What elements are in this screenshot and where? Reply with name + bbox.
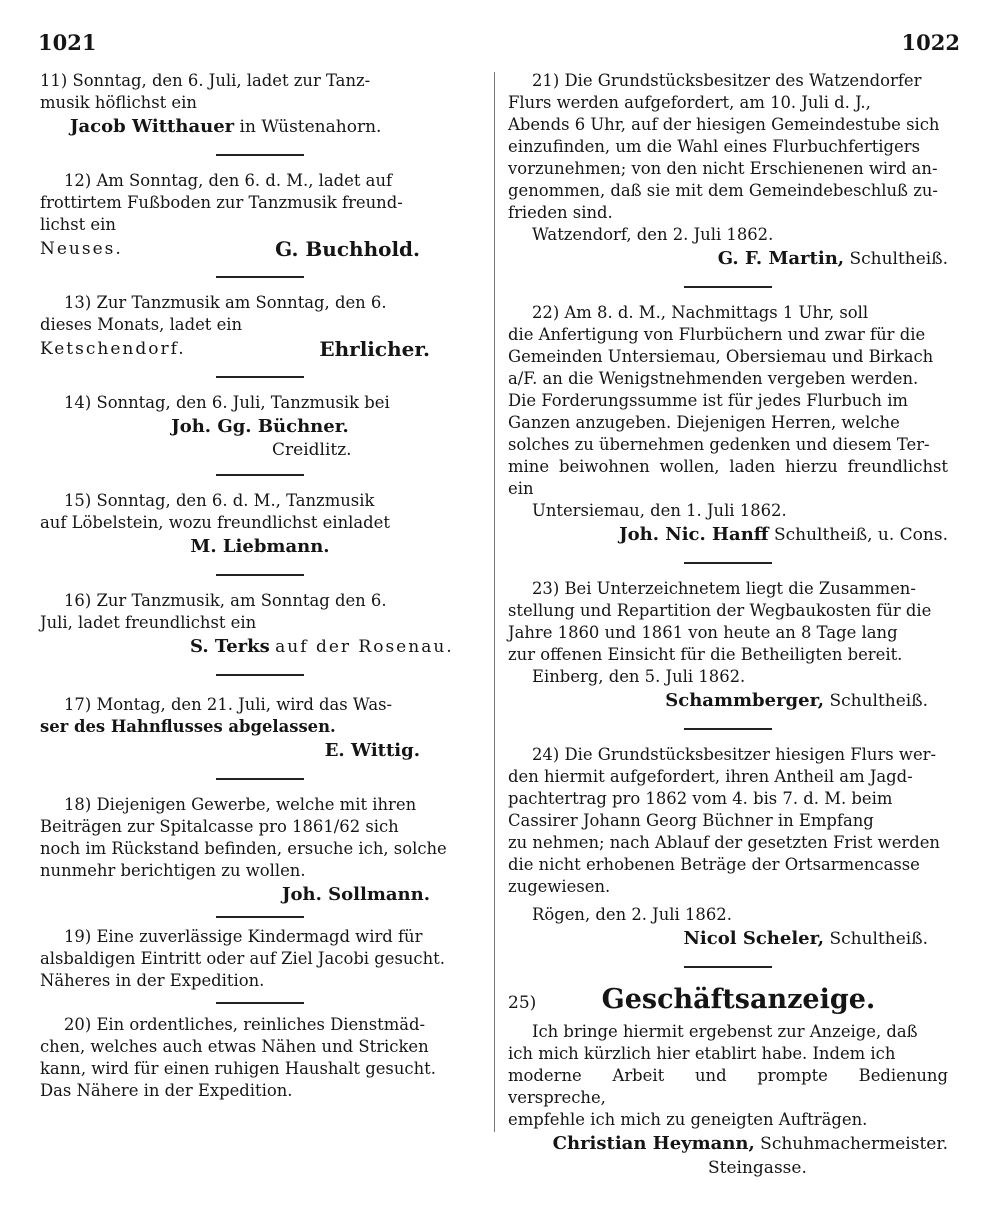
ad-text: 17) Montag, den 21. Juli, wird das Was-: [64, 695, 393, 714]
signature-name: E. Wittig.: [324, 740, 420, 761]
ad-date: Einberg, den 5. Juli 1862.: [532, 667, 746, 686]
ad-date: Untersiemau, den 1. Juli 1862.: [532, 501, 787, 520]
ad-text: nunmehr berichtigen zu wollen.: [40, 861, 306, 880]
ad-text: alsbaldigen Eintritt oder auf Ziel Jacobi gesucht.: [40, 949, 445, 968]
ad-signature: [508, 688, 948, 714]
ad-signature: [40, 634, 480, 660]
ad-text: stellung und Repartition der Wegbaukosten für die: [508, 601, 932, 620]
signature-name: Jacob Witthauer: [70, 116, 235, 137]
ad-19: [40, 926, 480, 992]
ad-heading: Geschäftsanzeige.: [601, 984, 876, 1015]
ad-23: [508, 578, 948, 714]
separator-rule: [216, 778, 304, 780]
separator-rule: [216, 154, 304, 156]
ad-12: [40, 170, 480, 262]
ad-text: Ganzen anzugeben. Diejenigen Herren, welche: [508, 413, 900, 432]
signature-name: S. Terks: [190, 636, 270, 657]
separator-rule: [216, 474, 304, 476]
ad-signature: [40, 114, 480, 140]
ad-date: Rögen, den 2. Juli 1862.: [532, 905, 732, 924]
ad-signature: [40, 738, 480, 764]
signature-place: Steingasse.: [708, 1158, 807, 1178]
separator-rule: [684, 728, 772, 730]
ad-text: Näheres in der Expedition.: [40, 971, 265, 990]
left-column: [40, 70, 480, 1102]
ad-text: zur offenen Einsicht für die Betheiligten bereit.: [508, 645, 903, 664]
separator-rule: [216, 674, 304, 676]
ad-20: [40, 1014, 480, 1102]
ad-text: 16) Zur Tanzmusik, am Sonntag den 6.: [64, 591, 387, 610]
ad-text: a/F. an die Wenigstnehmenden vergeben werden.: [508, 369, 919, 388]
signature-name: Christian Heymann,: [552, 1133, 755, 1154]
ad-signature: [508, 246, 948, 272]
ad-text: Beiträgen zur Spitalcasse pro 1861/62 sich: [40, 817, 399, 836]
ad-signature: [40, 414, 480, 440]
separator-rule: [216, 276, 304, 278]
signature-name: Joh. Gg. Büchner.: [171, 416, 349, 437]
ad-17: [40, 694, 480, 764]
ad-text: 23) Bei Unterzeichnetem liegt die Zusammen-: [532, 579, 916, 598]
ad-text: chen, welches auch etwas Nähen und Stricken: [40, 1037, 429, 1056]
ad-15: [40, 490, 480, 560]
ad-text: die nicht erhobenen Beträge der Ortsarmencasse: [508, 855, 920, 874]
ad-text: Ich bringe hiermit ergebenst zur Anzeige, daß: [532, 1022, 918, 1041]
separator-rule: [216, 574, 304, 576]
ad-signature-place: [40, 440, 480, 460]
ad-text: ich mich kürzlich hier etablirt habe. Indem ich: [508, 1044, 896, 1063]
ad-text: 22) Am 8. d. M., Nachmittags 1 Uhr, soll: [532, 303, 869, 322]
ad-signature: [508, 926, 948, 952]
ad-text: mine beiwohnen wollen, laden hierzu freundlichst ein: [508, 457, 948, 498]
ad-text: 14) Sonntag, den 6. Juli, Tanzmusik bei: [64, 393, 390, 412]
ad-text: Juli, ladet freundlichst ein: [40, 613, 257, 632]
ad-text: Die Forderungssumme ist für jedes Flurbuch im: [508, 391, 908, 410]
ad-25: [508, 982, 948, 1179]
ad-text: dieses Monats, ladet ein: [40, 315, 243, 334]
separator-rule: [216, 376, 304, 378]
ad-text: auf Löbelstein, wozu freundlichst einladet: [40, 513, 390, 532]
signature-place: in Wüstenahorn.: [239, 117, 382, 137]
ad-text: zu nehmen; nach Ablauf der gesetzten Frist werden: [508, 833, 940, 852]
signature-name: G. F. Martin,: [717, 248, 845, 269]
ad-signature: [508, 1131, 948, 1157]
signature-location: Neuses.: [40, 239, 123, 259]
ad-signature: [40, 336, 480, 362]
ad-14: [40, 392, 480, 460]
ad-text: Das Nähere in der Expedition.: [40, 1081, 293, 1100]
signature-place: auf der Rosenau.: [275, 637, 454, 657]
ad-text: 12) Am Sonntag, den 6. d. M., ladet auf: [64, 171, 393, 190]
signature-name: Ehrlicher.: [319, 337, 430, 361]
signature-name: Schammberger,: [665, 690, 825, 711]
ad-text: kann, wird für einen ruhigen Haushalt gesucht.: [40, 1059, 436, 1078]
ad-signature: [40, 534, 480, 560]
ad-text: ser des Hahnflusses abgelassen.: [40, 717, 336, 736]
ad-signature: [40, 882, 480, 908]
ad-21: [508, 70, 948, 272]
signature-title: Schuhmachermeister.: [760, 1134, 948, 1154]
ad-date: Watzendorf, den 2. Juli 1862.: [532, 225, 774, 244]
ad-text: 19) Eine zuverlässige Kindermagd wird für: [64, 927, 423, 946]
signature-title: Schultheiß.: [829, 929, 928, 949]
ad-text: moderne Arbeit und prompte Bedienung verspreche,: [508, 1066, 948, 1107]
ad-heading-row: [508, 982, 948, 1021]
ad-text: lichst ein: [40, 215, 116, 234]
ad-text: den hiermit aufgefordert, ihren Antheil am Jagd-: [508, 767, 913, 786]
ad-text: 15) Sonntag, den 6. d. M., Tanzmusik: [64, 491, 375, 510]
page-number-right: 1022: [901, 30, 960, 55]
ad-11: [40, 70, 480, 140]
ad-signature-place: [508, 1157, 948, 1179]
ad-text: frottirtem Fußboden zur Tanzmusik freund-: [40, 193, 403, 212]
ad-text: vorzunehmen; von den nicht Erschienenen wird an-: [508, 159, 938, 178]
signature-name: G. Buchhold.: [275, 237, 420, 261]
signature-name: Nicol Scheler,: [683, 928, 825, 949]
separator-rule: [216, 1002, 304, 1004]
ad-text: einzufinden, um die Wahl eines Flurbuchfertigers: [508, 137, 920, 156]
ad-text: genommen, daß sie mit dem Gemeindebeschluß zu-: [508, 181, 938, 200]
ad-text: Abends 6 Uhr, auf der hiesigen Gemeindestube sich: [508, 115, 940, 134]
ad-text: 11) Sonntag, den 6. Juli, ladet zur Tanz-: [40, 71, 371, 90]
signature-title: Schultheiß.: [829, 691, 928, 711]
ad-text: 18) Diejenigen Gewerbe, welche mit ihren: [64, 795, 417, 814]
ad-text: frieden sind.: [508, 203, 613, 222]
ad-text: 20) Ein ordentliches, reinliches Dienstmäd-: [64, 1015, 426, 1034]
ad-13: [40, 292, 480, 362]
ad-signature: [40, 236, 480, 262]
signature-title: Schultheiß.: [849, 249, 948, 269]
ad-text: Jahre 1860 und 1861 von heute an 8 Tage lang: [508, 623, 898, 642]
right-column: [508, 70, 948, 1179]
ad-signature: [508, 522, 948, 548]
column-divider: [494, 72, 495, 1132]
signature-place: Creidlitz.: [272, 440, 352, 460]
separator-rule: [684, 966, 772, 968]
ad-text: 21) Die Grundstücksbesitzer des Watzendorfer: [532, 71, 922, 90]
signature-location: Ketschendorf.: [40, 339, 186, 359]
ad-text: 13) Zur Tanzmusik am Sonntag, den 6.: [64, 293, 387, 312]
signature-name: Joh. Nic. Hanff: [619, 524, 769, 545]
ad-text: musik höflichst ein: [40, 93, 197, 112]
signature-name: Joh. Sollmann.: [282, 884, 430, 905]
ad-text: pachtertrag pro 1862 vom 4. bis 7. d. M. beim: [508, 789, 893, 808]
ad-text: Cassirer Johann Georg Büchner in Empfang: [508, 811, 874, 830]
ad-text: Gemeinden Untersiemau, Obersiemau und Birkach: [508, 347, 934, 366]
ad-text: die Anfertigung von Flurbüchern und zwar für die: [508, 325, 926, 344]
page-number-left: 1021: [38, 30, 97, 55]
signature-title: Schultheiß, u. Cons.: [773, 525, 948, 545]
ad-text: 24) Die Grundstücksbesitzer hiesigen Flurs wer-: [532, 745, 937, 764]
ad-18: [40, 794, 480, 908]
ad-text: empfehle ich mich zu geneigten Aufträgen.: [508, 1110, 868, 1129]
ad-text: zugewiesen.: [508, 877, 611, 896]
ad-text: Flurs werden aufgefordert, am 10. Juli d. J.,: [508, 93, 871, 112]
separator-rule: [216, 916, 304, 918]
ad-text: solches zu übernehmen gedenken und diesem Ter-: [508, 435, 930, 454]
ad-16: [40, 590, 480, 660]
separator-rule: [684, 562, 772, 564]
signature-name: M. Liebmann.: [190, 536, 330, 557]
separator-rule: [684, 286, 772, 288]
ad-number: 25): [508, 993, 537, 1013]
ad-text: noch im Rückstand befinden, ersuche ich, solche: [40, 839, 447, 858]
ad-22: [508, 302, 948, 548]
ad-24: [508, 744, 948, 952]
